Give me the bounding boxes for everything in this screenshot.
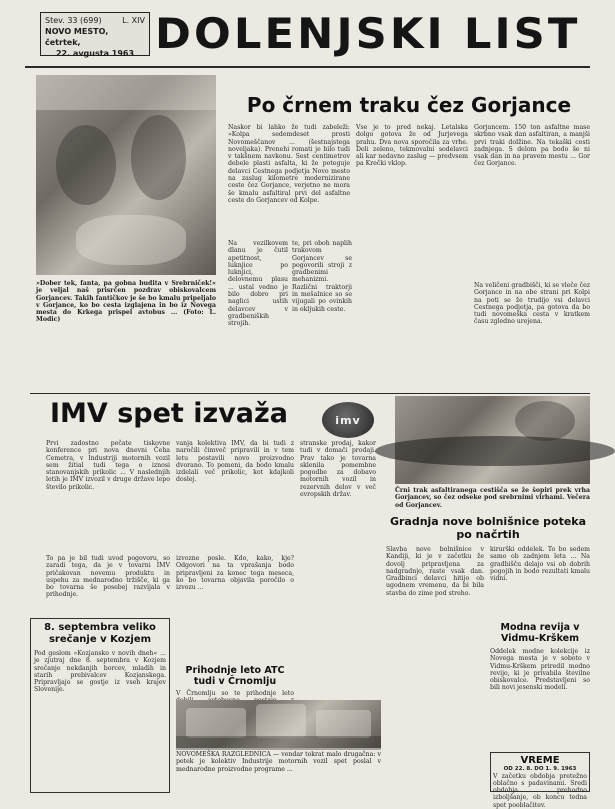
issue-number: Stev. 33 (699) bbox=[45, 16, 102, 25]
story1-column-6: te, pri oboh naplih trakovom Gorjancev se pogovorili stroji z gradbenimi mehanizmi. Različni traktorji in mešalnice so se vijugali po ovinkih in okljukih ceste. bbox=[292, 240, 352, 313]
weather-box bbox=[490, 752, 590, 809]
hospital-column-1: Slavba nove bolnišnice v Kandiji, ki je v začetku že dovolj pripravljena za nadgradnjo, raste vsak dan. Gradbinci delavci hitijo ob ugodnem vremenu, da bi bila stavba do zime pod streho. bbox=[386, 546, 484, 597]
story1-column-2: Vse je to pred nekaj. Letalska dolgo gotova že od Jurjevega prahu. Dva nova sporočila za vrhe. Deli zeleno, tekmovalni sodelavci ali kar nedavno zaslug — predvsem pa Krečki vklop. bbox=[356, 124, 468, 168]
masthead-rule bbox=[25, 66, 590, 68]
atc-headline: Prihodnje leto ATC tudi v Črnomlju bbox=[185, 665, 285, 687]
story1-column-5: Na vezilkovem dlanu je čutil apetitnost, luknjice po luknjici, delovnemu plasu ... ustal vedno je bilo dobro pri naglici ustih delavcev v gradbeniških strojih. bbox=[228, 240, 288, 328]
hospital-headline: Gradnja nove bolnišnice poteka po načrtih bbox=[389, 515, 587, 541]
section-rule bbox=[30, 393, 590, 394]
kozje-headline: 8. septembra veliko srečanje v Kozjem bbox=[44, 622, 156, 645]
newspaper-title: DOLENJSKI LIST bbox=[155, 9, 581, 58]
road-photo-caption: Črni trak asfaltiranega cestišča se že šopiri prek vrha Gorjancev, so čez odseke pod srebrnimi virhami. Večera od Gorjancev. bbox=[395, 487, 590, 509]
story1-column-1: Naskor bi lahko že tudi zabeleži: »Kolpa sedemdeset prosti Novomeščanov ... (šestnajstega noveljaka). Prenehi romati je bilo tudi v takšnem navkonu. Sest centimetrov debele plasti asfalta, ki že poteguje delavci Cestnega podjetja Novo mesto na zaslug kilometre modernizirane ceste čez Gorjance, verjetno ne mora še kmalu asfaltiral prvi del asfaltne ceste do Gorjancev od Kolpe. bbox=[228, 124, 350, 204]
fashion-text: Oddelek modne kolekcije iz Novega mesta je v soboto v Vidmu-Krškem priredil modno revijo, ki je privabila številne obiskovalce. Predstavljeni so bili novi jesenski modeli. bbox=[490, 648, 590, 692]
kozje-sidebox bbox=[30, 618, 170, 793]
children-photo bbox=[36, 75, 216, 275]
masthead-info-box bbox=[40, 12, 150, 56]
road-photo bbox=[395, 396, 590, 484]
imv-logo-icon: imv bbox=[322, 402, 374, 438]
story-headline-gorjance: Po črnem traku čez Gorjance bbox=[246, 93, 572, 117]
story2-column-3: stranske prodaj, kakor tudi v domači prodaji. Prav tako je tovarna sklenila pomembne pogodbe za dobavo motornih vozil in rezervnih delov v več evropskih držav. bbox=[300, 440, 376, 499]
weather-dates: OD 22. 8. DO 1. 9. 1963 bbox=[503, 766, 577, 772]
town-photo-caption: NOVOMEŠKA RAZGLEDNICA — vendar tokrat malo drugačna: v petek je kolektiv Industrije motornih vozil spet poslal v mednarodne proizvodne programe ... bbox=[176, 751, 381, 773]
hospital-column-2: kirurški oddelek. To bo sedem samo ob zadnjem leta ... Na gradbišču delajo vsi ob dobrih pogojih in bodo rezultati kmalu vidni. bbox=[490, 546, 590, 583]
kozje-text: Pod geslom »Kozjansko v novih dneh« ... je zjutraj dne 8. septembra v Kozjem srečanje nekdanjih borcev, mladih in starih prebivalcev Kozjanskega. Pripravljajo se gostje iz vseh krajev Slovenije. bbox=[34, 650, 166, 694]
story2-column-2: vanja kolektiva IMV, da bi tudi z naročili čimveč pripravili in v tem letu postavili novo proizvodno dvorano. To pomeni, da bodo kmalu izdelali več prikolic, kot kdajkoli doslej. bbox=[176, 440, 294, 484]
volume-number: L. XIV bbox=[122, 16, 145, 25]
story2-column-2b: izvozne posle. Kdo, kako, kje? Odgovori na ta vprašanja bodo pripravljeni za konec tega meseca, ko bo tovarna objavila poročilo o izvozu ... bbox=[176, 555, 294, 592]
weather-headline: VREME bbox=[520, 755, 560, 766]
place-day: NOVO MESTO, četrtek, bbox=[45, 27, 109, 47]
atc-text: V Črnomlju so te prihodnje leto bbox=[176, 690, 294, 697]
story1-column-3: Gorjancem. 150 ton asfaltne mase skrbno vsak dan asfaltiran, a manjši prvi traki dolžine. Na tekaški cesti zadnjega. S delom pa bodo še ni vsak dan in na pravem mestu ... Gor čez Gorjance. bbox=[474, 124, 590, 168]
story2-column-1: Prvi zadostno pečate tiskovne konference pri nova dnevni Čeha Cemetra, v Industriji motornih vozil sem žitial tudi tega o iznosi stanovanjskih prikolic ... V naslednjih letih je IMV izvozil v druge države lepo število prikolic. bbox=[46, 440, 170, 491]
story2-column-1b: To pa je bil tudi uvod pogovoru, so zaradi tega, da je v tovarni IMV pričakovan novemu produktu in uspehu za mednarodno tržišče, ki ga bo tovarna še posebej razvijala v prihodnje. bbox=[46, 555, 170, 599]
story-headline-imv: IMV spet izvaža bbox=[50, 398, 288, 429]
fashion-headline: Modna revija v Vidmu-Krškem bbox=[500, 622, 580, 644]
story1-column-4: Na veličeni gradbišči, ki se vleče čez Gorjance in na obe strani pri Kolpi na poti se že trudijo vsi delavci Cestnega podjetja, pa gotova da bo tudi novomeška cesta v kratkem času zgledno urejena. bbox=[474, 282, 590, 326]
issue-date: 22. avgusta 1963 bbox=[55, 49, 135, 58]
weather-text: V začetku obdobja pretežno oblačno s padavinami. Sredi obdobja prehodno izboljšanje, ob koncu tedna spet pooblačitev. bbox=[493, 772, 587, 809]
photo-caption: »Dober tek, fanta, pa gobna budita v Srebrniček!« je veljal naš prisrčen pozdrav obiskovalcem Gorjancev. Takih fantičkov je še bo kmalu pripeljalo v Gorjance, ko bo cesta izglajena in bo iz Novega mesta do Krkega prispel avtobus ... (Foto: L. Modic) bbox=[36, 280, 216, 324]
town-photo bbox=[176, 700, 381, 748]
